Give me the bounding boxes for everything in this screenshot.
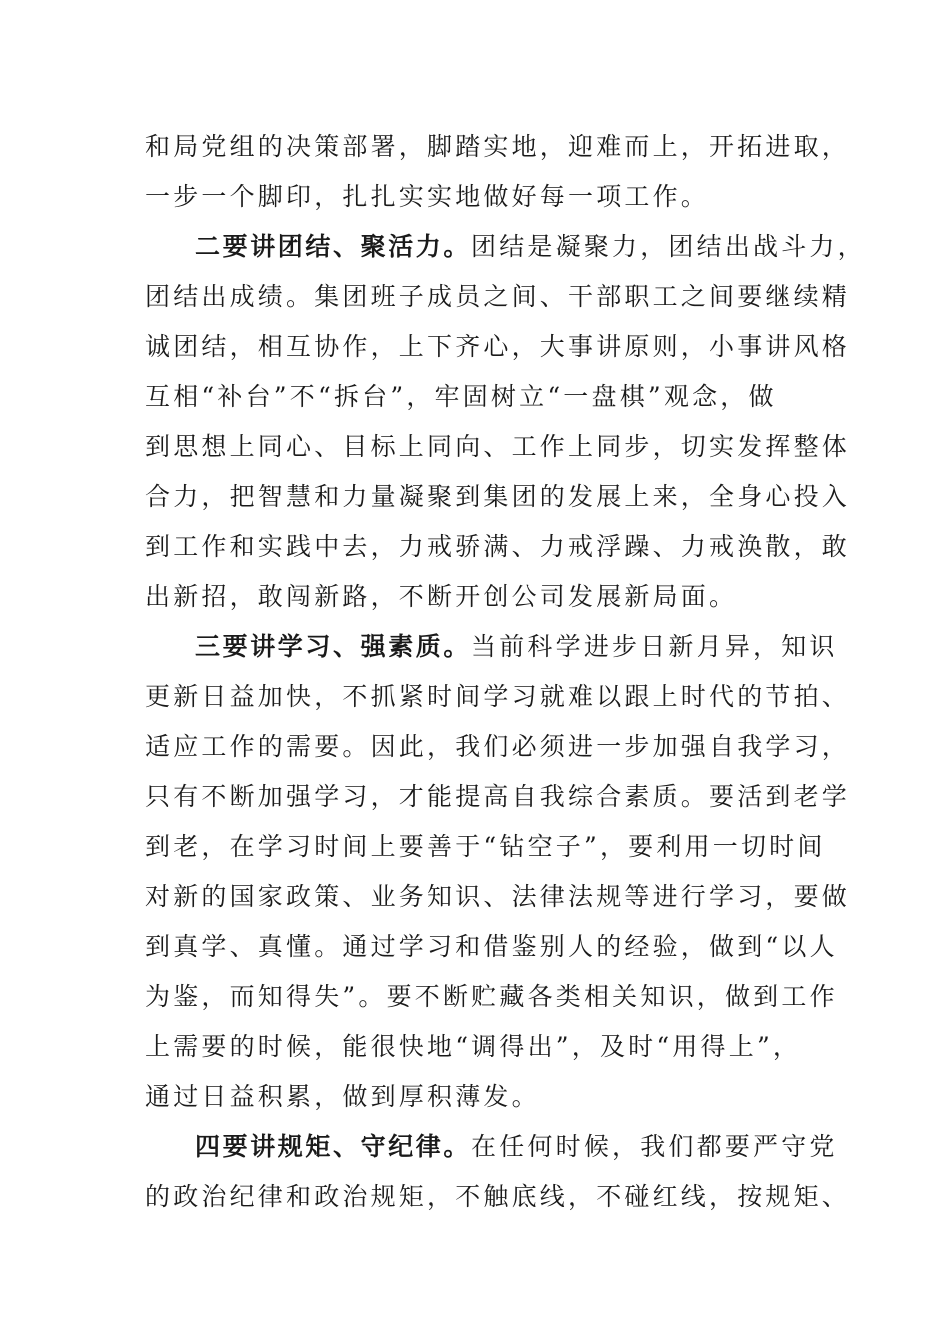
paragraph-3-line-2 (145, 672, 851, 722)
paragraph-2-line-1 (145, 222, 866, 272)
text-run: 当前科学进步日新月异，知识 (471, 632, 838, 661)
text-run: 对新的国家政策、业务知识、法律法规等进行学习，要做 (145, 882, 851, 911)
paragraph-3-line-1 (145, 622, 838, 672)
paragraph-3-line-10 (145, 1072, 810, 1122)
paragraph-3-line-9 (145, 1022, 810, 1072)
text-run: 到工作和实践中去，力戒骄满、力戒浮躁、力戒涣散，敢 (145, 532, 851, 561)
text-run: 在任何时候，我们都要严守党 (471, 1132, 838, 1161)
text-run: 诚团结，相互协作，上下齐心，大事讲原则，小事讲风格 (145, 332, 851, 361)
text-run: 团结出成绩。集团班子成员之间、干部职工之间要继续精 (145, 282, 851, 311)
paragraph-2-line-8 (145, 572, 810, 622)
text-run: 为鉴，而知得失”。要不断贮藏各类相关知识，做到工作 (145, 982, 838, 1011)
paragraph-3-line-8 (145, 972, 838, 1022)
paragraph-2-line-3 (145, 322, 851, 372)
paragraph-2-line-5 (145, 422, 851, 472)
paragraph-heading: 四要讲规矩、守纪律。 (195, 1132, 472, 1161)
paragraph-2-line-7 (145, 522, 851, 572)
paragraph-1-line-2 (145, 172, 810, 222)
paragraph-4-line-1 (145, 1122, 838, 1172)
paragraph-heading: 二要讲团结、聚活力。 (195, 232, 472, 261)
paragraph-3-line-6 (145, 872, 851, 922)
paragraph-2-line-6 (145, 472, 851, 522)
text-run: 到老，在学习时间上要善于“钻空子”，要利用一切时间 (145, 832, 826, 861)
text-run: 一步一个脚印，扎扎实实地做好每一项工作。 (145, 182, 710, 211)
paragraph-2-line-4 (145, 372, 810, 422)
paragraph-2-line-2 (145, 272, 851, 322)
paragraph-3-line-5 (145, 822, 826, 872)
paragraph-3-line-4 (145, 772, 851, 822)
paragraph-4-line-2 (145, 1172, 851, 1222)
text-run: 更新日益加快，不抓紧时间学习就难以跟上时代的节拍、 (145, 682, 851, 711)
text-run: 通过日益积累，做到厚积薄发。 (145, 1082, 540, 1111)
text-run: 团结是凝聚力，团结出战斗力， (471, 232, 866, 261)
text-run: 出新招，敢闯新路，不断开创公司发展新局面。 (145, 582, 738, 611)
text-run: 上需要的时候，能很快地“调得出”，及时“用得上”， (145, 1032, 802, 1061)
text-run: 合力，把智慧和力量凝聚到集团的发展上来，全身心投入 (145, 482, 851, 511)
text-run: 和局党组的决策部署，脚踏实地，迎难而上，开拓进取， (145, 132, 851, 161)
text-run: 互相“补台”不“拆台”，牢固树立“一盘棋”观念，做 (145, 382, 777, 411)
text-run: 适应工作的需要。因此，我们必须进一步加强自我学习， (145, 732, 851, 761)
document-body (145, 122, 866, 1222)
text-run: 到思想上同心、目标上同向、工作上同步，切实发挥整体 (145, 432, 851, 461)
paragraph-3-line-3 (145, 722, 851, 772)
text-run: 到真学、真懂。通过学习和借鉴别人的经验，做到“以人 (145, 932, 838, 961)
paragraph-1-line-1 (145, 122, 851, 172)
paragraph-3-line-7 (145, 922, 838, 972)
text-run: 的政治纪律和政治规矩，不触底线，不碰红线，按规矩、 (145, 1182, 851, 1211)
paragraph-heading: 三要讲学习、强素质。 (195, 632, 472, 661)
text-run: 只有不断加强学习，才能提高自我综合素质。要活到老学 (145, 782, 851, 811)
